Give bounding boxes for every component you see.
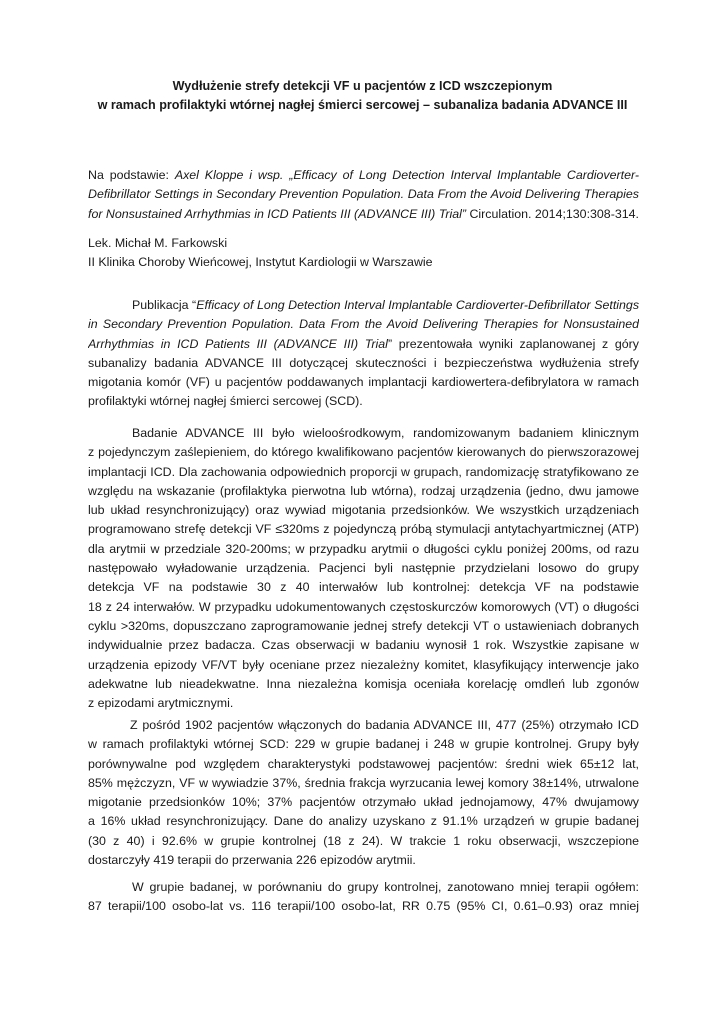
p2-line: dla arytmii w przedziale 320-200ms; w przypadku arytmii o długości cyklu poniżej 200ms, od razu xyxy=(88,541,639,556)
p2-line: z pojedynczym zaślepieniem, do którego kwalifikowano pacjentów kierowanych do pierwszorazowej xyxy=(88,445,639,460)
title-line-2: w ramach profilaktyki wtórnej nagłej śmierci sercowej – subanaliza badania ADVANCE III xyxy=(97,98,628,112)
p1-text: Publikacja “ xyxy=(132,298,197,312)
p2-line: detekcja VF na podstawie 30 z 40 interwałów lub kontrolnej: detekcja VF na podstawie xyxy=(88,580,639,595)
p2-line: implantacji ICD. Dla zachowania odpowiednich proporcji w grupach, randomizację stratyfikowano ze xyxy=(88,464,639,479)
citation-italic-3: for Nonsustained Arrhythmias in ICD Patients III (ADVANCE III) Trial” xyxy=(88,206,467,221)
source-citation xyxy=(88,166,639,224)
p2-line: cyklu >320ms, dopuszczano zaprogramowanie jednej strefy detekcji VT o ustawieniach dobranych xyxy=(88,618,639,633)
p1-title-italic: in Secondary Prevention Population. Data From the Avoid Delivering Therapies for Nonsustained xyxy=(88,317,639,332)
citation-italic-2: Defibrillator Settings in Secondary Prevention Population. Data From the Avoid Delivering Therapies xyxy=(88,187,639,202)
p1-text: migotania komór (VF) u pacjentów poddawanych implantacji kardiowertera-defibrylatora w ramach xyxy=(88,375,639,390)
p3-line: dostarczyły 419 terapii do przerwania 226 epizodów arytmii. xyxy=(88,853,416,868)
p3-line: migotanie przedsionków 10%; 37% pacjentów otrzymało układ jednojamowy, 47% dwujamowy xyxy=(88,795,639,810)
p4-line: 87 terapii/100 osobo-lat vs. 116 terapii/100 osobo-lat, RR 0.75 (95% CI, 0.61–0.93) oraz mniej xyxy=(88,899,639,914)
title-line-1: Wydłużenie strefy detekcji VF u pacjentów z ICD wszczepionym xyxy=(172,79,553,93)
p4-line: W grupie badanej, w porównaniu do grupy kontrolnej, zanotowano mniej terapii ogółem: xyxy=(132,880,639,894)
p1-text: profilaktyki wtórnej nagłej śmierci sercowej (SCD). xyxy=(88,394,363,409)
p2-line: indywidualnie przez badacza. Czas obserwacji w badaniu wynosił 1 rok. Wszystkie zapisane w xyxy=(88,638,639,653)
p2-line: 18 z 24 interwałów. W przypadku udokumentowanych częstoskurczów komorowych (VT) o długości xyxy=(88,599,639,614)
p1-text: ” prezentowała wyniki zaplanowanej z góry xyxy=(387,336,639,351)
p2-line: lub układ resynchronizujący) oraz wywiad migotania przedsionków. We wszystkich urządzeniach xyxy=(88,503,639,518)
p3-line: w ramach profilaktyki wtórnej SCD: 229 w grupie badanej i 248 w grupie kontrolnej. Grupy były xyxy=(88,737,639,752)
citation-journal: Circulation. 2014;130:308-314. xyxy=(466,206,639,221)
paragraph-4 xyxy=(88,878,639,917)
paragraph-3 xyxy=(88,716,639,870)
p1-title-italic: Efficacy of Long Detection Interval Implantable Cardioverter-Defibrillator Settings xyxy=(196,298,639,312)
author-name: Lek. Michał M. Farkowski xyxy=(88,236,228,250)
citation-italic-1: Axel Kloppe i wsp. „Efficacy of Long Detection Interval Implantable Cardioverter- xyxy=(174,168,639,182)
paragraph-1 xyxy=(88,296,639,412)
p2-line: programowano strefę detekcji VF ≤320ms z pojedynczą próbą stymulacji antytachyartmicznej (ATP) xyxy=(88,522,639,537)
author-affiliation: II Klinika Choroby Wieńcowej, Instytut Kardiologii w Warszawie xyxy=(88,255,433,270)
p2-line: Badanie ADVANCE III było wieloośrodkowym, randomizowanym badaniem klinicznym xyxy=(132,426,639,440)
p1-text: subanalizy badania ADVANCE III dotyczącej skuteczności i bezpieczeństwa wydłużenia strefy xyxy=(88,355,639,370)
p3-line: Z pośród 1902 pacjentów włączonych do badania ADVANCE III, 477 (25%) otrzymało ICD xyxy=(130,718,639,732)
source-prefix: Na podstawie: xyxy=(88,168,175,182)
p2-line: następowało wyładowanie urządzenia. Pacjenci byli następnie przydzielani losowo do grupy xyxy=(88,561,639,576)
p1-title-italic: Arrhythmias in ICD Patients III (ADVANCE III) Trial xyxy=(88,336,388,351)
p3-line: a 16% układ resynchronizujący. Dane do analizy uzyskano z 91.1% urządzeń w grupie badanej xyxy=(88,814,639,829)
p2-line: z epizodami arytmicznymi. xyxy=(88,696,234,711)
author-block xyxy=(88,234,639,273)
p3-line: 85% mężczyzn, VF w wywiadzie 37%, średnia frakcja wyrzucania lewej komory 38±14%, utrwalone xyxy=(88,775,639,790)
document-title xyxy=(60,77,665,115)
p2-line: względu na wskazanie (profilaktyka pierwotna lub wtórna), rodzaj urządzenia (jedno, dwu jamowe xyxy=(88,483,639,498)
paragraph-2 xyxy=(88,424,639,713)
p2-line: adekwatne lub nieadekwatne. Inna niezależna komisja oceniała korelację omdleń lub zgonów xyxy=(88,676,639,691)
p3-line: (30 z 40) i 92.6% w grupie kontrolnej (18 z 24). W trakcie 1 roku obserwacji, wszczepione xyxy=(88,833,639,848)
p2-line: urządzenia epizody VF/VT były oceniane przez niezależny komitet, klasyfikujący interwencje jako xyxy=(88,657,639,672)
p3-line: porównywalne pod względem charakterystyki podstawowej pacjentów: średni wiek 65±12 lat, xyxy=(88,756,639,771)
